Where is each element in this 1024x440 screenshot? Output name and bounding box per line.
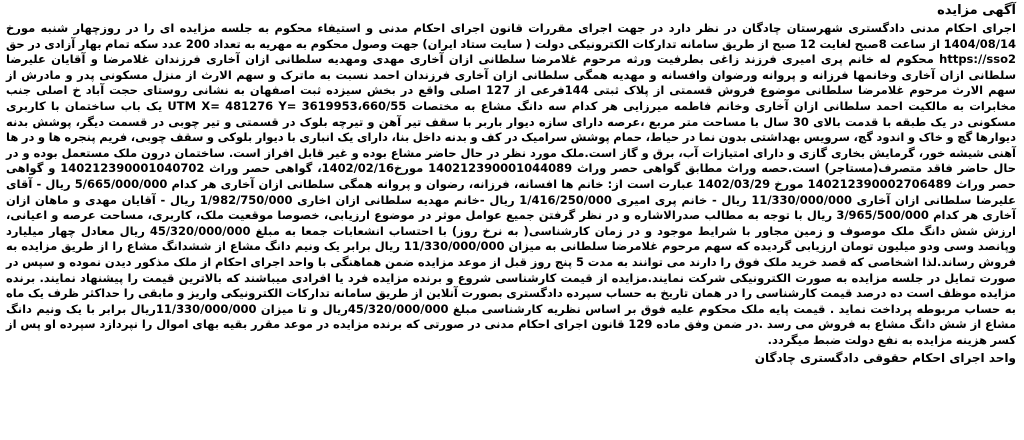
notice-body: اجرای احکام مدنی دادگستری شهرستان چادگان در نظر دارد در جهت اجرای مقررات قانون اجرای احکام مدنی و استیفاء محکوم به جلسه مزایده ای را در روزچهار شنبه مورخ 1404/08/14 از ساعت 8صبح لغایت 12 صبح از طریق سامانه تدارکات الکترونیکی دولت ( سایت ستاد ایران) جهت وصول محکوم به مهریه به تعداد 200 عدد سکه تمام بهار آزادی در حق https://sso2 محکوم له خانم پری امیری فرزند زاغی بطرفیت ورثه مرحوم غلامرضا سلطانی ازان آخاری مهدی ومهدیه سلطانی ازان آخاری فرزندان غلامرضا و آقایان علیرضا سلطانی ازان آخاری وخانمها فرزانه و پروانه ورضوان وافسانه و مهدیه همگی سلطانی ازان آخاری فرزندان احمد نسبت به ماترک و سهم الارث از منزل مسکونی پدر و مادرش از سهم الارث مرحوم غلامرضا سلطانی موضوع فروش قسمتی از پلاک ثبتی 144فرعی از 127 اصلی واقع در بخش سیزده ثبت اصفهان به نشانی روستای حجت آباد خ اصلی جنب مخابرات به مالکیت احمد سلطانی ازان آخاری وخانم فاطمه میرزایی هر کدام سه دانگ مشاع به مختصات UTM X= 481276 Y= 3619953،660/55 یک باب ساختمان با کاربری مسکونی در یک طبقه با قدمت بالای 30 سال با مساحت متر مربع ،عرصه دارای سازه دیوار باربر با سقف تیر آهن و تیرچه بلوک در قسمتی و تیر چوبی در قسمت دیگر، پوشش بدنه دیوارها گچ و خاک و اندود گچ، سرویس بهداشتی بدون نما در حیاط، حمام پوشش سرامیک در کف و بدنه داخل بنا، دارای یک انباری با دیوار بلوکی و سقف چوبی، فریم پنجره ها و در ها آهنی شیشه خور، گرمایش بخاری گازی و دارای امتیازات آب، برق و گاز است.ملک مورد نظر در حال حاضر مشاع بوده و غیر قابل افراز است. ساختمان درون ملک مستعمل بوده و در حال حاضر فاقد متصرف(مستاجر) است.حصه وراث مطابق گواهی حصر وراث 140212390001044089 مورخ1402/02/16، گواهی حصر وراث 140212390001040702 و گواهی حصر وراث 140212390002706489 مورخ 1402/03/29 عبارت است از: خانم ها افسانه، فرزانه، رضوان و پروانه همگی سلطانی ازان آخاری هر کدام 5/665/000/000 ریال - آقای علیرضا سلطانی ازان آخاری 11/330/000/000 ریال - خانم پری امیری 1/416/250/000 ریال -خانم مهدیه سلطانی ازان اخاری 1/982/750/000 ریال - آقایان مهدی و ماهان ازان آخاری هر کدام 3/965/500/000 ریال با توجه به مطالب صدرالاشاره و در نظر گرفتن جمیع عوامل موثر در موضوع ارزیابی، خصوصا موقعیت ملک، کاربری، مساحت عرصه و اعیانی، ارزش شش دانگ ملک موصوف و زمین مجاور با شرایط موجود و در زمان کارشناسی( به نرخ روز) با احتساب انشعابات جمعا به مبلغ 45/320/000/000 ریال معادل چهار میلیارد وپانصد وسی ودو میلیون تومان ارزیابی گردیده که سهم مرحوم غلامرضا سلطانی به میزان 11/330/000/000 ریال برابر یک ونیم دانگ مشاع از ششدانگ مشاع را از طریق مزایده به فروش رساند.لذا اشخاصی که قصد خرید ملک فوق را دارند می توانند به مدت 5 پنج روز قبل از موعد مزایده ضمن هماهنگی با واحد اجرای احکام از ملک مذکور دیدن نموده و سپس در صورت تمایل در جلسه مزایده به صورت الکترونیکی شرکت نمایند.مزایده از قیمت کارشناسی شروع و برنده مزایده فرد یا افرادی میباشند که بالاترین قیمت را پیشنهاد نمایند. برنده مزایده موظف است ده درصد قیمت کارشناسی را در همان تاریخ به حساب سپرده دادگستری بصورت آنلاین از طریق سامانه تدارکات الکترونیکی واریز و مابقی را حداکثر ظرف یک ماه به حساب مربوطه پرداخت نماید . قیمت پایه ملک محکوم علیه فوق بر اساس نظریه کارشناسی مبلغ 45/320/000/000ریال و تا میزان 11/330/000/000ریال برابر با یک ونیم دانگ مشاع از شش دانگ مشاع به فروش می رسد .در ضمن وفق ماده 129 قانون اجرای احکام مدنی در صورتی که برنده مزایده در موعد مقرر بقیه بهای اموال را نپردازد سپرده او پس از کسر هزینه مزایده به نفع دولت ضبط میگردد. <box>6 21 1016 347</box>
notice-title: آگهی مزایده <box>937 3 1016 18</box>
auction-notice <box>4 2 1018 438</box>
notice-signature: واحد اجرای احکام حقوقی دادگستری چادگان <box>754 351 1016 366</box>
